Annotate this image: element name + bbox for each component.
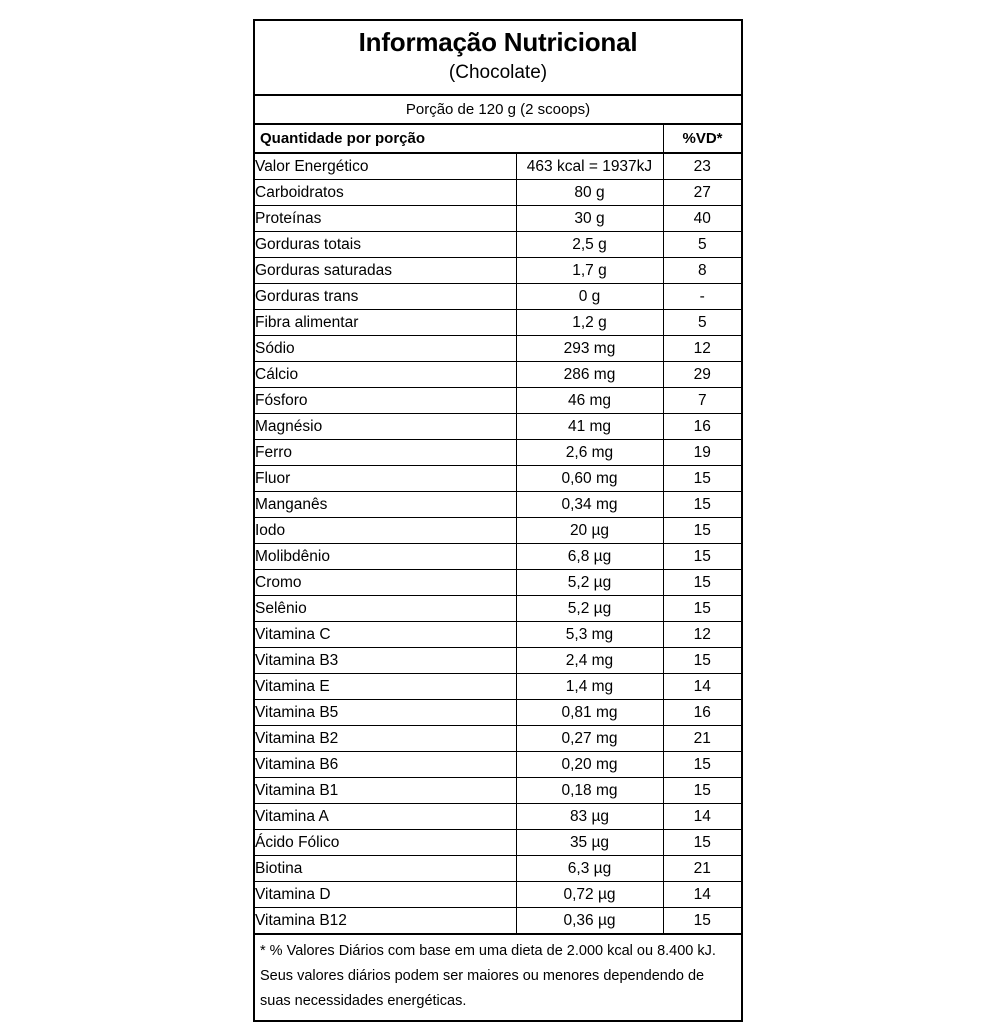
table-row — [255, 257, 741, 283]
nutrient-daily-value: 5 — [663, 231, 741, 257]
nutrient-daily-value: 12 — [663, 335, 741, 361]
nutrient-daily-value: 15 — [663, 647, 741, 673]
nutrient-name: Fluor — [255, 465, 516, 491]
nutrient-amount: 2,6 mg — [516, 439, 663, 465]
nutrient-amount: 0,36 µg — [516, 907, 663, 934]
nutrient-daily-value: 21 — [663, 725, 741, 751]
table-row — [255, 621, 741, 647]
nutrient-daily-value: 15 — [663, 517, 741, 543]
nutrient-amount: 286 mg — [516, 361, 663, 387]
table-row — [255, 517, 741, 543]
table-row — [255, 335, 741, 361]
nutrient-daily-value: 15 — [663, 491, 741, 517]
nutrient-name: Ferro — [255, 439, 516, 465]
nutrient-amount: 0,20 mg — [516, 751, 663, 777]
nutrient-name: Iodo — [255, 517, 516, 543]
nutrient-daily-value: 14 — [663, 803, 741, 829]
page-title: Informação Nutricional — [358, 27, 638, 57]
nutrient-daily-value: 15 — [663, 907, 741, 934]
nutrient-amount: 5,2 µg — [516, 569, 663, 595]
nutrient-name: Selênio — [255, 595, 516, 621]
table-row — [255, 829, 741, 855]
nutrient-daily-value: 7 — [663, 387, 741, 413]
nutrient-daily-value: - — [663, 283, 741, 309]
nutrient-daily-value: 27 — [663, 179, 741, 205]
nutrient-daily-value: 8 — [663, 257, 741, 283]
nutrient-amount: 1,4 mg — [516, 673, 663, 699]
nutrient-name: Sódio — [255, 335, 516, 361]
table-row — [255, 647, 741, 673]
nutrient-daily-value: 15 — [663, 595, 741, 621]
nutrient-name: Vitamina A — [255, 803, 516, 829]
flavor-subtitle: (Chocolate) — [448, 62, 548, 84]
nutrient-name: Carboidratos — [255, 179, 516, 205]
nutrient-daily-value: 5 — [663, 309, 741, 335]
nutrient-amount: 1,7 g — [516, 257, 663, 283]
table-row — [255, 283, 741, 309]
nutrient-name: Fósforo — [255, 387, 516, 413]
nutrient-name: Gorduras trans — [255, 283, 516, 309]
nutrient-name: Vitamina B5 — [255, 699, 516, 725]
nutrient-amount: 5,2 µg — [516, 595, 663, 621]
nutrients-table-body — [255, 154, 741, 934]
nutrient-name: Vitamina D — [255, 881, 516, 907]
nutrient-amount: 6,3 µg — [516, 855, 663, 881]
nutrient-daily-value: 23 — [663, 154, 741, 180]
nutrient-name: Vitamina B3 — [255, 647, 516, 673]
table-row — [255, 595, 741, 621]
table-row — [255, 803, 741, 829]
nutrient-amount: 5,3 mg — [516, 621, 663, 647]
nutrient-daily-value: 15 — [663, 829, 741, 855]
serving-size-row: Porção de 120 g (2 scoops) — [255, 96, 741, 125]
nutrient-daily-value: 15 — [663, 751, 741, 777]
nutrient-name: Gorduras totais — [255, 231, 516, 257]
nutrition-facts-panel — [253, 19, 743, 1022]
footnote-line: Seus valores diários podem ser maiores ou menores dependendo de — [260, 967, 705, 984]
nutrient-name: Cromo — [255, 569, 516, 595]
table-row — [255, 439, 741, 465]
nutrient-name: Vitamina B6 — [255, 751, 516, 777]
nutrient-name: Molibdênio — [255, 543, 516, 569]
nutrient-name: Cálcio — [255, 361, 516, 387]
table-row — [255, 673, 741, 699]
nutrient-name: Vitamina E — [255, 673, 516, 699]
panel-header — [255, 21, 741, 96]
nutrient-name: Proteínas — [255, 205, 516, 231]
nutrient-amount: 20 µg — [516, 517, 663, 543]
table-row — [255, 725, 741, 751]
nutrient-amount: 35 µg — [516, 829, 663, 855]
table-row — [255, 751, 741, 777]
nutrient-daily-value: 15 — [663, 465, 741, 491]
nutrient-name: Manganês — [255, 491, 516, 517]
table-row — [255, 179, 741, 205]
nutrient-amount: 0,27 mg — [516, 725, 663, 751]
table-row — [255, 309, 741, 335]
nutrient-amount: 0,81 mg — [516, 699, 663, 725]
table-row — [255, 387, 741, 413]
nutrient-amount: 46 mg — [516, 387, 663, 413]
nutrient-daily-value: 15 — [663, 569, 741, 595]
nutrient-amount: 463 kcal = 1937kJ — [516, 154, 663, 180]
nutrient-amount: 1,2 g — [516, 309, 663, 335]
nutrient-daily-value: 15 — [663, 777, 741, 803]
table-row — [255, 699, 741, 725]
nutrient-amount: 293 mg — [516, 335, 663, 361]
nutrient-name: Vitamina B2 — [255, 725, 516, 751]
table-row — [255, 777, 741, 803]
nutrient-amount: 0,60 mg — [516, 465, 663, 491]
nutrient-amount: 0 g — [516, 283, 663, 309]
nutrient-amount: 2,4 mg — [516, 647, 663, 673]
nutrient-name: Vitamina B12 — [255, 907, 516, 934]
nutrient-name: Magnésio — [255, 413, 516, 439]
nutrient-name: Gorduras saturadas — [255, 257, 516, 283]
nutrient-daily-value: 29 — [663, 361, 741, 387]
nutrient-daily-value: 40 — [663, 205, 741, 231]
nutrient-amount: 6,8 µg — [516, 543, 663, 569]
nutrient-daily-value: 12 — [663, 621, 741, 647]
footnote-block — [255, 935, 741, 1020]
column-header-daily-value: %VD* — [663, 125, 741, 152]
nutrient-daily-value: 19 — [663, 439, 741, 465]
footnote-line: suas necessidades energéticas. — [260, 992, 467, 1009]
nutrient-amount: 80 g — [516, 179, 663, 205]
table-row — [255, 543, 741, 569]
nutrient-amount: 0,18 mg — [516, 777, 663, 803]
nutrient-name: Fibra alimentar — [255, 309, 516, 335]
table-row — [255, 907, 741, 934]
nutrient-name: Vitamina B1 — [255, 777, 516, 803]
nutrient-daily-value: 21 — [663, 855, 741, 881]
nutrient-amount: 2,5 g — [516, 231, 663, 257]
nutrient-amount: 0,34 mg — [516, 491, 663, 517]
nutrient-name: Ácido Fólico — [255, 829, 516, 855]
column-header-quantity: Quantidade por porção — [260, 129, 426, 147]
nutrient-daily-value: 15 — [663, 543, 741, 569]
table-row — [255, 413, 741, 439]
nutrient-daily-value: 16 — [663, 413, 741, 439]
nutrient-amount: 83 µg — [516, 803, 663, 829]
table-row — [255, 491, 741, 517]
nutrient-amount: 0,72 µg — [516, 881, 663, 907]
table-row — [255, 231, 741, 257]
table-row — [255, 569, 741, 595]
nutrient-name: Biotina — [255, 855, 516, 881]
nutrient-name: Vitamina C — [255, 621, 516, 647]
table-row — [255, 855, 741, 881]
column-header-row — [255, 125, 741, 154]
nutrient-daily-value: 14 — [663, 673, 741, 699]
table-row — [255, 361, 741, 387]
nutrient-amount: 30 g — [516, 205, 663, 231]
nutrient-daily-value: 16 — [663, 699, 741, 725]
footnote-line: * % Valores Diários com base em uma dieta de 2.000 kcal ou 8.400 kJ. — [260, 942, 716, 959]
nutrient-amount: 41 mg — [516, 413, 663, 439]
table-row — [255, 154, 741, 180]
nutrient-daily-value: 14 — [663, 881, 741, 907]
table-row — [255, 465, 741, 491]
nutrients-table — [255, 154, 741, 935]
nutrient-name: Valor Energético — [255, 154, 516, 180]
table-row — [255, 205, 741, 231]
table-row — [255, 881, 741, 907]
